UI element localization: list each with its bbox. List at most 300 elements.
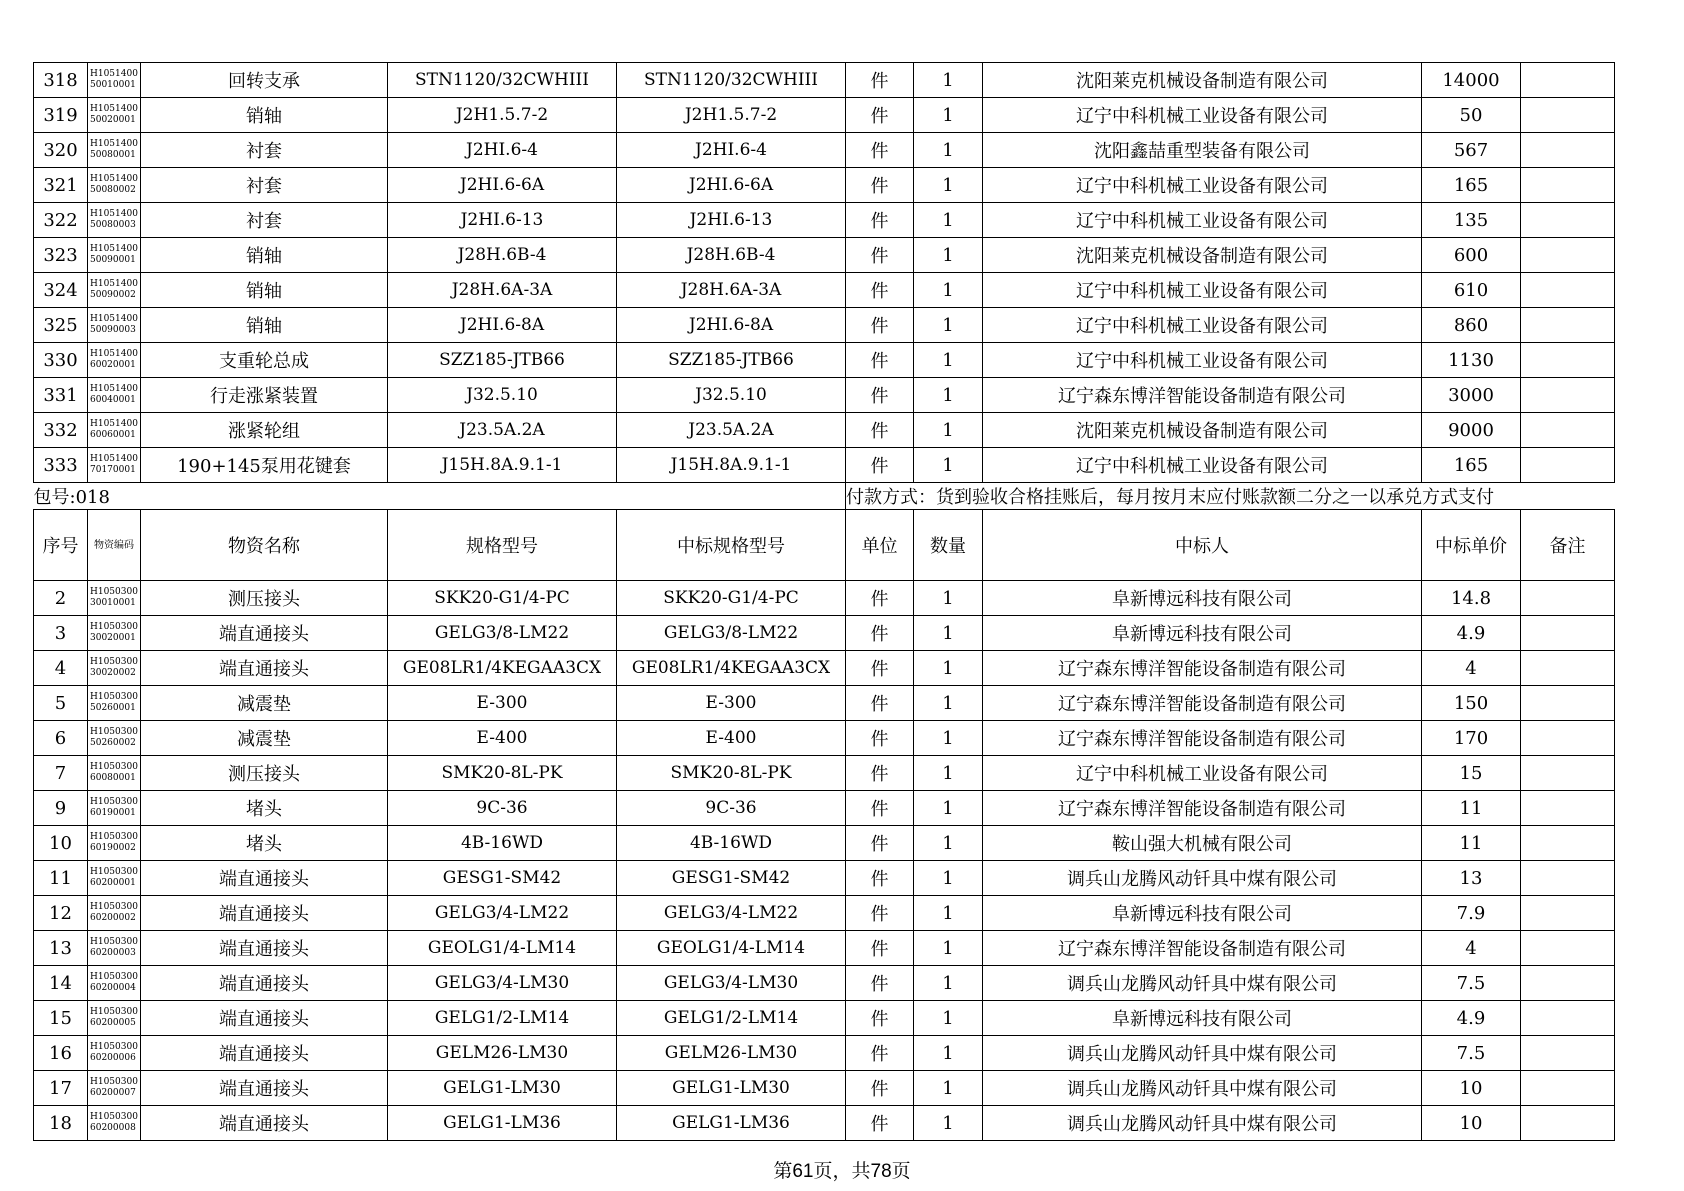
package-018-rows	[34, 581, 1615, 1141]
cell-seq: 331	[34, 378, 88, 413]
cell-note	[1521, 168, 1615, 203]
cell-unit: 件	[846, 63, 914, 98]
cell-bid-spec: GESG1-SM42	[617, 861, 846, 896]
cell-bidder: 调兵山龙腾风动钎具中煤有限公司	[983, 966, 1422, 1001]
cell-spec: GELG1/2-LM14	[388, 1001, 617, 1036]
cell-bid-spec: STN1120/32CWHIII	[617, 63, 846, 98]
table-row	[34, 308, 1615, 343]
cell-name: 端直通接头	[141, 1036, 388, 1071]
cell-price: 567	[1422, 133, 1521, 168]
cell-price: 4.9	[1422, 616, 1521, 651]
col-qty: 数量	[914, 510, 983, 581]
col-note: 备注	[1521, 510, 1615, 581]
cell-bidder: 辽宁森东博洋智能设备制造有限公司	[983, 378, 1422, 413]
cell-price: 11	[1422, 791, 1521, 826]
cell-bidder: 辽宁中科机械工业设备有限公司	[983, 308, 1422, 343]
cell-name: 衬套	[141, 203, 388, 238]
cell-seq: 318	[34, 63, 88, 98]
cell-code: H105030060190001	[88, 791, 141, 826]
cell-bid-spec: J23.5A.2A	[617, 413, 846, 448]
cell-spec: GE08LR1/4KEGAA3CX	[388, 651, 617, 686]
cell-bid-spec: GELG3/8-LM22	[617, 616, 846, 651]
cell-bid-spec: GELM26-LM30	[617, 1036, 846, 1071]
footer-prefix: 第	[773, 1160, 793, 1182]
cell-note	[1521, 1036, 1615, 1071]
cell-bidder: 调兵山龙腾风动钎具中煤有限公司	[983, 1106, 1422, 1141]
cell-seq: 322	[34, 203, 88, 238]
table-row	[34, 1036, 1615, 1071]
cell-seq: 324	[34, 273, 88, 308]
cell-spec: J15H.8A.9.1-1	[388, 448, 617, 483]
cell-bid-spec: J28H.6B-4	[617, 238, 846, 273]
table-row	[34, 1106, 1615, 1141]
col-code: 物资编码	[88, 510, 141, 581]
table-row	[34, 413, 1615, 448]
cell-spec: J23.5A.2A	[388, 413, 617, 448]
cell-bid-spec: SZZ185-JTB66	[617, 343, 846, 378]
cell-code: H105030050260001	[88, 686, 141, 721]
cell-bidder: 阜新博远科技有限公司	[983, 896, 1422, 931]
payment-terms: 付款方式：货到验收合格挂账后，每月按月末应付账款额二分之一以承兑方式支付	[846, 483, 1615, 510]
cell-qty: 1	[914, 1036, 983, 1071]
cell-bid-spec: J2HI.6-13	[617, 203, 846, 238]
cell-qty: 1	[914, 931, 983, 966]
cell-price: 14000	[1422, 63, 1521, 98]
cell-qty: 1	[914, 651, 983, 686]
cell-bid-spec: J15H.8A.9.1-1	[617, 448, 846, 483]
cell-note	[1521, 861, 1615, 896]
cell-code: H105030060200008	[88, 1106, 141, 1141]
cell-qty: 1	[914, 308, 983, 343]
col-bidder: 中标人	[983, 510, 1422, 581]
cell-price: 13	[1422, 861, 1521, 896]
cell-name: 端直通接头	[141, 1071, 388, 1106]
cell-bidder: 辽宁中科机械工业设备有限公司	[983, 273, 1422, 308]
cell-qty: 1	[914, 966, 983, 1001]
cell-name: 端直通接头	[141, 931, 388, 966]
table-row	[34, 238, 1615, 273]
cell-qty: 1	[914, 1001, 983, 1036]
cell-name: 涨紧轮组	[141, 413, 388, 448]
cell-bid-spec: GEOLG1/4-LM14	[617, 931, 846, 966]
cell-price: 165	[1422, 168, 1521, 203]
table-row	[34, 791, 1615, 826]
cell-name: 支重轮总成	[141, 343, 388, 378]
cell-name: 测压接头	[141, 756, 388, 791]
cell-spec: GELG1-LM36	[388, 1106, 617, 1141]
cell-qty: 1	[914, 133, 983, 168]
cell-qty: 1	[914, 721, 983, 756]
cell-price: 3000	[1422, 378, 1521, 413]
cell-price: 10	[1422, 1106, 1521, 1141]
table-row	[34, 1071, 1615, 1106]
table-row	[34, 581, 1615, 616]
cell-code: H105030030010001	[88, 581, 141, 616]
package-017-rows	[34, 63, 1615, 483]
cell-unit: 件	[846, 413, 914, 448]
cell-qty: 1	[914, 791, 983, 826]
cell-bidder: 辽宁森东博洋智能设备制造有限公司	[983, 686, 1422, 721]
cell-bid-spec: J2HI.6-4	[617, 133, 846, 168]
table-row	[34, 203, 1615, 238]
table-row	[34, 63, 1615, 98]
cell-note	[1521, 1071, 1615, 1106]
col-name: 物资名称	[141, 510, 388, 581]
cell-price: 135	[1422, 203, 1521, 238]
cell-note	[1521, 581, 1615, 616]
cell-unit: 件	[846, 1036, 914, 1071]
cell-code: H105140050080001	[88, 133, 141, 168]
cell-code: H105140050020001	[88, 98, 141, 133]
cell-bidder: 调兵山龙腾风动钎具中煤有限公司	[983, 1071, 1422, 1106]
cell-code: H105140050090001	[88, 238, 141, 273]
cell-name: 销轴	[141, 98, 388, 133]
cell-unit: 件	[846, 273, 914, 308]
cell-spec: E-400	[388, 721, 617, 756]
cell-unit: 件	[846, 308, 914, 343]
cell-unit: 件	[846, 1001, 914, 1036]
cell-seq: 18	[34, 1106, 88, 1141]
cell-bid-spec: GELG1/2-LM14	[617, 1001, 846, 1036]
cell-note	[1521, 273, 1615, 308]
cell-bidder: 调兵山龙腾风动钎具中煤有限公司	[983, 1036, 1422, 1071]
cell-unit: 件	[846, 1071, 914, 1106]
cell-seq: 12	[34, 896, 88, 931]
cell-code: H105140070170001	[88, 448, 141, 483]
cell-bidder: 辽宁中科机械工业设备有限公司	[983, 168, 1422, 203]
cell-qty: 1	[914, 616, 983, 651]
cell-code: H105030060200005	[88, 1001, 141, 1036]
cell-note	[1521, 966, 1615, 1001]
cell-bidder: 辽宁中科机械工业设备有限公司	[983, 448, 1422, 483]
cell-spec: SMK20-8L-PK	[388, 756, 617, 791]
cell-note	[1521, 651, 1615, 686]
cell-price: 14.8	[1422, 581, 1521, 616]
package-label: 包号:018	[33, 487, 110, 508]
cell-unit: 件	[846, 686, 914, 721]
cell-bidder: 辽宁森东博洋智能设备制造有限公司	[983, 931, 1422, 966]
cell-bidder: 阜新博远科技有限公司	[983, 581, 1422, 616]
cell-spec: GELG3/4-LM30	[388, 966, 617, 1001]
cell-seq: 320	[34, 133, 88, 168]
cell-price: 4.9	[1422, 1001, 1521, 1036]
cell-seq: 17	[34, 1071, 88, 1106]
column-header-row	[34, 510, 1615, 581]
cell-qty: 1	[914, 413, 983, 448]
cell-name: 减震垫	[141, 721, 388, 756]
cell-code: H105030060080001	[88, 756, 141, 791]
cell-unit: 件	[846, 721, 914, 756]
cell-bid-spec: J2HI.6-8A	[617, 308, 846, 343]
table-row	[34, 931, 1615, 966]
cell-note	[1521, 721, 1615, 756]
cell-bidder: 鞍山强大机械有限公司	[983, 826, 1422, 861]
cell-bid-spec: E-300	[617, 686, 846, 721]
cell-note	[1521, 1001, 1615, 1036]
cell-unit: 件	[846, 581, 914, 616]
cell-unit: 件	[846, 826, 914, 861]
cell-note	[1521, 896, 1615, 931]
cell-name: 衬套	[141, 168, 388, 203]
cell-price: 4	[1422, 651, 1521, 686]
cell-unit: 件	[846, 966, 914, 1001]
cell-note	[1521, 448, 1615, 483]
col-unit: 单位	[846, 510, 914, 581]
cell-code: H105140050090002	[88, 273, 141, 308]
cell-bid-spec: J2HI.6-6A	[617, 168, 846, 203]
cell-qty: 1	[914, 273, 983, 308]
cell-name: 销轴	[141, 308, 388, 343]
cell-note	[1521, 308, 1615, 343]
cell-price: 150	[1422, 686, 1521, 721]
cell-code: H105030030020002	[88, 651, 141, 686]
footer-middle: 页，共	[813, 1160, 871, 1182]
cell-note	[1521, 98, 1615, 133]
cell-seq: 16	[34, 1036, 88, 1071]
table-row	[34, 378, 1615, 413]
table-row	[34, 448, 1615, 483]
cell-seq: 5	[34, 686, 88, 721]
cell-code: H105140060020001	[88, 343, 141, 378]
cell-unit: 件	[846, 756, 914, 791]
cell-name: 衬套	[141, 133, 388, 168]
cell-note	[1521, 931, 1615, 966]
cell-seq: 15	[34, 1001, 88, 1036]
cell-name: 端直通接头	[141, 651, 388, 686]
cell-name: 减震垫	[141, 686, 388, 721]
cell-spec: 9C-36	[388, 791, 617, 826]
cell-spec: GELG1-LM30	[388, 1071, 617, 1106]
cell-code: H105030060200006	[88, 1036, 141, 1071]
cell-seq: 323	[34, 238, 88, 273]
cell-name: 端直通接头	[141, 896, 388, 931]
cell-qty: 1	[914, 581, 983, 616]
cell-seq: 333	[34, 448, 88, 483]
table-row	[34, 966, 1615, 1001]
cell-code: H105140050080002	[88, 168, 141, 203]
cell-bidder: 辽宁森东博洋智能设备制造有限公司	[983, 721, 1422, 756]
cell-seq: 3	[34, 616, 88, 651]
cell-unit: 件	[846, 238, 914, 273]
cell-seq: 4	[34, 651, 88, 686]
page-footer	[0, 1156, 1684, 1183]
table-row	[34, 896, 1615, 931]
cell-seq: 330	[34, 343, 88, 378]
cell-name: 端直通接头	[141, 1106, 388, 1141]
cell-code: H105030030020001	[88, 616, 141, 651]
cell-spec: SKK20-G1/4-PC	[388, 581, 617, 616]
cell-qty: 1	[914, 98, 983, 133]
table-row	[34, 861, 1615, 896]
cell-note	[1521, 238, 1615, 273]
cell-note	[1521, 343, 1615, 378]
cell-name: 行走涨紧装置	[141, 378, 388, 413]
cell-code: H105140060060001	[88, 413, 141, 448]
cell-note	[1521, 686, 1615, 721]
cell-spec: GELM26-LM30	[388, 1036, 617, 1071]
cell-name: 销轴	[141, 238, 388, 273]
cell-qty: 1	[914, 63, 983, 98]
cell-seq: 11	[34, 861, 88, 896]
cell-unit: 件	[846, 448, 914, 483]
cell-unit: 件	[846, 98, 914, 133]
cell-bid-spec: E-400	[617, 721, 846, 756]
cell-unit: 件	[846, 168, 914, 203]
cell-spec: J2HI.6-4	[388, 133, 617, 168]
cell-unit: 件	[846, 203, 914, 238]
cell-price: 600	[1422, 238, 1521, 273]
cell-price: 1130	[1422, 343, 1521, 378]
cell-seq: 332	[34, 413, 88, 448]
cell-bid-spec: SKK20-G1/4-PC	[617, 581, 846, 616]
col-spec: 规格型号	[388, 510, 617, 581]
cell-code: H105030060200001	[88, 861, 141, 896]
bid-table	[33, 62, 1615, 1141]
cell-spec: J32.5.10	[388, 378, 617, 413]
cell-bidder: 沈阳鑫喆重型装备有限公司	[983, 133, 1422, 168]
cell-spec: GELG3/8-LM22	[388, 616, 617, 651]
cell-code: H105140050010001	[88, 63, 141, 98]
cell-code: H105030060190002	[88, 826, 141, 861]
cell-seq: 6	[34, 721, 88, 756]
cell-qty: 1	[914, 756, 983, 791]
col-bid-spec: 中标规格型号	[617, 510, 846, 581]
cell-note	[1521, 413, 1615, 448]
cell-price: 7.9	[1422, 896, 1521, 931]
cell-unit: 件	[846, 861, 914, 896]
cell-note	[1521, 203, 1615, 238]
cell-qty: 1	[914, 203, 983, 238]
cell-bidder: 辽宁中科机械工业设备有限公司	[983, 756, 1422, 791]
cell-price: 860	[1422, 308, 1521, 343]
cell-bid-spec: J2H1.5.7-2	[617, 98, 846, 133]
cell-bidder: 沈阳莱克机械设备制造有限公司	[983, 63, 1422, 98]
cell-qty: 1	[914, 343, 983, 378]
cell-unit: 件	[846, 133, 914, 168]
table-row	[34, 168, 1615, 203]
cell-seq: 7	[34, 756, 88, 791]
cell-bidder: 辽宁中科机械工业设备有限公司	[983, 203, 1422, 238]
cell-unit: 件	[846, 616, 914, 651]
cell-code: H105030060200002	[88, 896, 141, 931]
cell-bid-spec: J32.5.10	[617, 378, 846, 413]
cell-price: 7.5	[1422, 1036, 1521, 1071]
table-row	[34, 756, 1615, 791]
page-number: 61	[792, 1161, 814, 1182]
cell-price: 11	[1422, 826, 1521, 861]
cell-seq: 10	[34, 826, 88, 861]
cell-code: H105140050090003	[88, 308, 141, 343]
cell-seq: 2	[34, 581, 88, 616]
cell-spec: E-300	[388, 686, 617, 721]
cell-bid-spec: GELG3/4-LM30	[617, 966, 846, 1001]
cell-bidder: 辽宁中科机械工业设备有限公司	[983, 98, 1422, 133]
cell-price: 50	[1422, 98, 1521, 133]
cell-name: 端直通接头	[141, 1001, 388, 1036]
cell-spec: STN1120/32CWHIII	[388, 63, 617, 98]
table-row	[34, 721, 1615, 756]
cell-price: 170	[1422, 721, 1521, 756]
cell-name: 堵头	[141, 826, 388, 861]
table-row	[34, 273, 1615, 308]
col-seq: 序号	[34, 510, 88, 581]
cell-spec: J2HI.6-6A	[388, 168, 617, 203]
cell-name: 销轴	[141, 273, 388, 308]
cell-unit: 件	[846, 651, 914, 686]
cell-name: 端直通接头	[141, 616, 388, 651]
cell-bidder: 辽宁森东博洋智能设备制造有限公司	[983, 651, 1422, 686]
cell-qty: 1	[914, 448, 983, 483]
cell-qty: 1	[914, 238, 983, 273]
cell-unit: 件	[846, 791, 914, 826]
cell-bid-spec: SMK20-8L-PK	[617, 756, 846, 791]
cell-unit: 件	[846, 343, 914, 378]
cell-bid-spec: 4B-16WD	[617, 826, 846, 861]
cell-name: 端直通接头	[141, 861, 388, 896]
cell-price: 4	[1422, 931, 1521, 966]
cell-unit: 件	[846, 1106, 914, 1141]
table-row	[34, 343, 1615, 378]
cell-code: H105030060200004	[88, 966, 141, 1001]
cell-qty: 1	[914, 1071, 983, 1106]
cell-seq: 13	[34, 931, 88, 966]
cell-seq: 325	[34, 308, 88, 343]
cell-bidder: 阜新博远科技有限公司	[983, 616, 1422, 651]
cell-seq: 14	[34, 966, 88, 1001]
footer-suffix: 页	[891, 1160, 911, 1182]
cell-spec: GESG1-SM42	[388, 861, 617, 896]
cell-seq: 319	[34, 98, 88, 133]
cell-bidder: 调兵山龙腾风动钎具中煤有限公司	[983, 861, 1422, 896]
cell-bid-spec: GELG1-LM36	[617, 1106, 846, 1141]
cell-name: 回转支承	[141, 63, 388, 98]
cell-unit: 件	[846, 378, 914, 413]
cell-note	[1521, 378, 1615, 413]
cell-spec: GEOLG1/4-LM14	[388, 931, 617, 966]
cell-spec: J2HI.6-13	[388, 203, 617, 238]
cell-code: H105030060200003	[88, 931, 141, 966]
cell-bidder: 辽宁森东博洋智能设备制造有限公司	[983, 791, 1422, 826]
cell-bid-spec: GELG1-LM30	[617, 1071, 846, 1106]
cell-bidder: 沈阳莱克机械设备制造有限公司	[983, 238, 1422, 273]
cell-bidder: 沈阳莱克机械设备制造有限公司	[983, 413, 1422, 448]
col-price: 中标单价	[1422, 510, 1521, 581]
table-row	[34, 98, 1615, 133]
cell-bid-spec: GELG3/4-LM22	[617, 896, 846, 931]
table-row	[34, 826, 1615, 861]
cell-code: H105140050080003	[88, 203, 141, 238]
cell-price: 15	[1422, 756, 1521, 791]
cell-spec: 4B-16WD	[388, 826, 617, 861]
cell-spec: J2H1.5.7-2	[388, 98, 617, 133]
cell-price: 7.5	[1422, 966, 1521, 1001]
package-header	[34, 483, 1615, 581]
cell-price: 9000	[1422, 413, 1521, 448]
table-row	[34, 133, 1615, 168]
cell-name: 堵头	[141, 791, 388, 826]
cell-note	[1521, 133, 1615, 168]
cell-bid-spec: GE08LR1/4KEGAA3CX	[617, 651, 846, 686]
cell-spec: J28H.6B-4	[388, 238, 617, 273]
cell-spec: J28H.6A-3A	[388, 273, 617, 308]
cell-name: 端直通接头	[141, 966, 388, 1001]
cell-qty: 1	[914, 378, 983, 413]
table-row	[34, 651, 1615, 686]
bid-result-sheet	[33, 62, 1614, 1141]
cell-unit: 件	[846, 931, 914, 966]
cell-qty: 1	[914, 896, 983, 931]
cell-name: 测压接头	[141, 581, 388, 616]
